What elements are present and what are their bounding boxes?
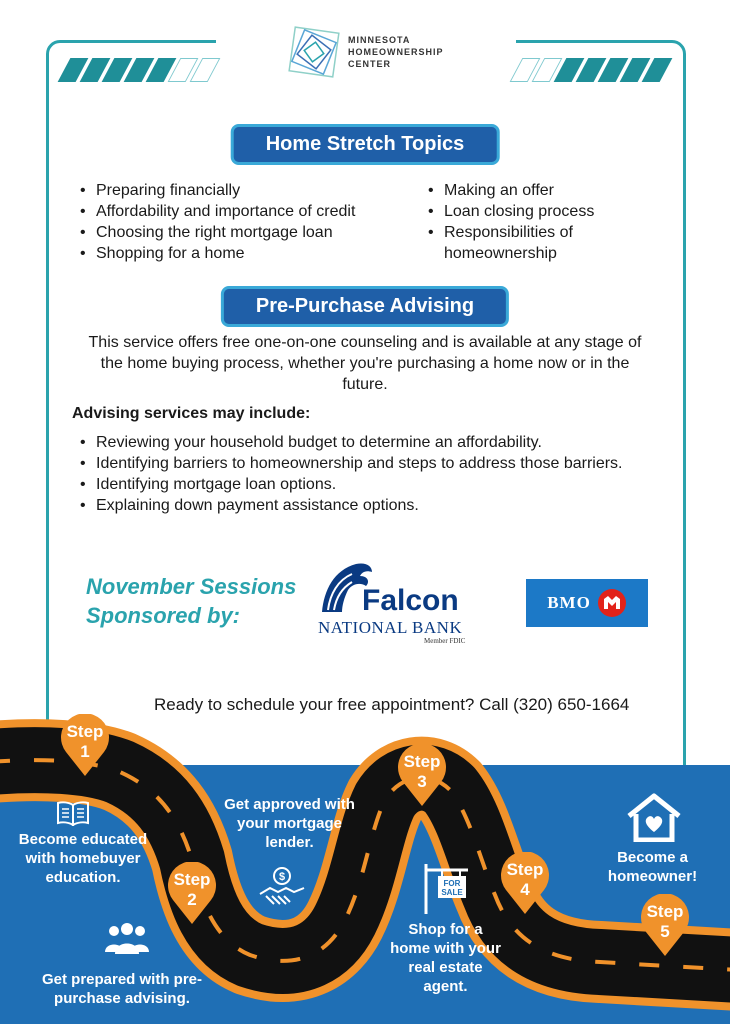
home-stretch-title: Home Stretch Topics <box>231 124 500 165</box>
step-1-caption: Become educated with homebuyer education. <box>18 831 148 886</box>
sponsor-heading-line-2: Sponsored by: <box>86 603 241 628</box>
step-number: 4 <box>520 880 530 899</box>
list-item: • Making an offer <box>424 180 624 201</box>
step-label <box>165 870 219 910</box>
house-heart-icon <box>625 792 683 847</box>
step-word: Step <box>646 902 684 921</box>
step-word: Step <box>506 860 544 879</box>
step-marker-4 <box>498 852 552 916</box>
logo-line-3: CENTER <box>348 59 392 69</box>
step-5-caption: Become a homeowner! <box>607 849 698 885</box>
for-sale-line-2: SALE <box>441 888 463 897</box>
step-label <box>638 902 692 942</box>
list-item: • Affordability and importance of credit <box>76 201 355 222</box>
step-word: Step <box>173 870 211 889</box>
bmo-name: BMO <box>547 593 591 612</box>
falcon-subtitle: NATIONAL BANK <box>318 618 463 637</box>
step-marker-3 <box>395 744 449 808</box>
list-item: • Shopping for a home <box>76 243 355 264</box>
step-marker-2 <box>165 862 219 926</box>
for-sale-line-1: FOR <box>443 879 461 888</box>
step-3-caption: Get approved with your mortgage lender. <box>224 796 355 851</box>
step-label <box>395 752 449 792</box>
step-4-caption: Shop for a home with your real estate agent. <box>390 921 501 995</box>
list-item: • Loan closing process <box>424 201 624 222</box>
step-marker-1 <box>58 714 112 778</box>
advising-intro: This service offers free one-on-one counseling and is available at any stage of the home buying process, whether you're purchasing a home now or in the future. <box>88 334 642 393</box>
step-marker-5 <box>638 894 692 958</box>
step-word: Step <box>403 752 441 771</box>
step-label <box>58 722 112 762</box>
list-item: • Identifying mortgage loan options. <box>76 474 696 495</box>
group-people-icon <box>102 922 152 961</box>
step-word: Step <box>66 722 104 741</box>
logo-line-2: HOMEOWNERSHIP <box>348 47 444 57</box>
list-item: • Responsibilities of homeownership <box>424 222 624 264</box>
step-number: 2 <box>187 890 197 909</box>
list-item: • Reviewing your household budget to determine an affordability. <box>76 432 696 453</box>
step-2-caption: Get prepared with pre-purchase advising. <box>41 971 203 1007</box>
list-item: • Choosing the right mortgage loan <box>76 222 355 243</box>
step-label <box>498 860 552 900</box>
advising-title: Pre-Purchase Advising <box>221 286 509 327</box>
list-item: • Explaining down payment assistance options. <box>76 495 696 516</box>
open-book-icon <box>56 800 90 831</box>
step-number: 1 <box>80 742 90 761</box>
step-number: 5 <box>660 922 670 941</box>
list-item: • Preparing financially <box>76 180 355 201</box>
falcon-fdic: Member FDIC <box>424 637 466 645</box>
for-sale-text <box>438 879 466 897</box>
falcon-name: Falcon <box>362 584 459 617</box>
svg-text:$: $ <box>278 871 286 883</box>
list-item: • Identifying barriers to homeownership and steps to address those barriers. <box>76 453 696 474</box>
call-to-action: Ready to schedule your free appointment? Call (320) 650-1664 <box>154 695 630 714</box>
step-number: 3 <box>417 772 427 791</box>
for-sale-sign-icon <box>420 862 470 921</box>
sponsor-heading-line-1: November Sessions <box>86 574 297 599</box>
advising-subheading: Advising services may include: <box>72 405 311 422</box>
handshake-money-icon <box>258 866 306 915</box>
logo-line-1: MINNESOTA <box>348 35 411 45</box>
